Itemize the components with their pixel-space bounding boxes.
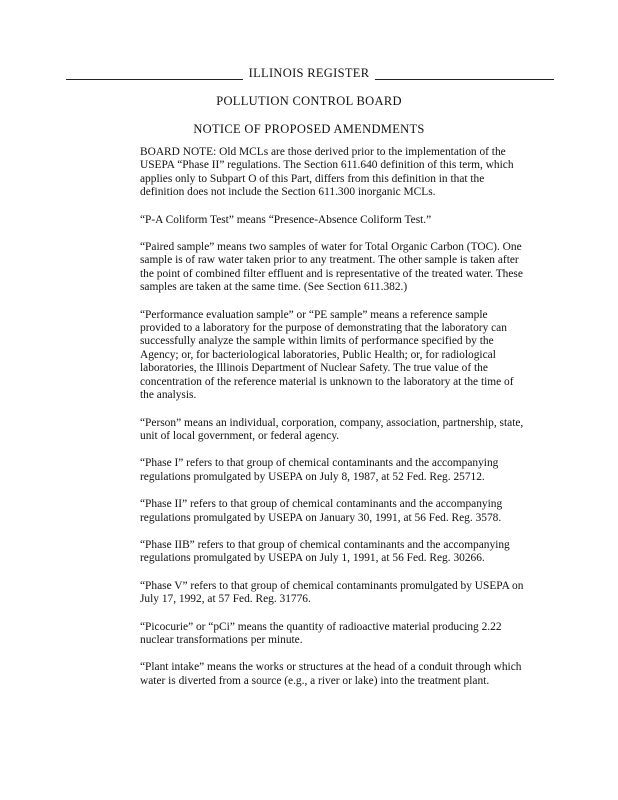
definition-phase-i: “Phase I” refers to that group of chemical contaminants and the accompanying regulations promulgated by USEPA on July 8, 1987, at 52 Fed. Reg. 25712. bbox=[140, 457, 499, 483]
definition-plant-intake: “Plant intake” means the works or structures at the head of a conduit through which water is diverted from a source (e.g., a river or lake) into the treatment plant. bbox=[140, 661, 522, 687]
definition-phase-v: “Phase V” refers to that group of chemical contaminants promulgated by USEPA on July 17, 1992, at 57 Fed. Reg. 31776. bbox=[140, 579, 524, 606]
register-title-text: ILLINOIS REGISTER bbox=[243, 66, 376, 80]
definition-pa-coliform-test: “P-A Coliform Test” means “Presence-Absence Coliform Test.” bbox=[140, 213, 432, 226]
definition-paired-sample: “Paired sample” means two samples of water for Total Organic Carbon (TOC). One sample is of raw water taken prior to any treatment. The other sample is taken after the point of combined filter effluent and is representative of the treated water. These samples are taken at the same time. (See Section 611.382.) bbox=[140, 241, 523, 294]
board-title: POLLUTION CONTROL BOARD bbox=[216, 94, 402, 108]
definition-performance-evaluation-sample: “Performance evaluation sample” or “PE sample” means a reference sample provided to a laboratory for the purpose of demonstrating that the laboratory can successfully analyze the sample within limits of performance specified by the Agency; or, for bacteriological laboratories, Public Health; or, for radiological laboratories, the Illinois Department of Nuclear Safety. The true value of the concentration of the reference material is unknown to the laboratory at the time of the analysis. bbox=[140, 308, 514, 402]
board-note-paragraph: BOARD NOTE: Old MCLs are those derived prior to the implementation of the USEPA “Phase II” regulations. The Section 611.640 definition of this term, which applies only to Subpart O of this Part, differs from this definition in that the definition does not include the Section 611.300 inorganic MCLs. bbox=[140, 146, 514, 199]
definition-picocurie: “Picocurie” or “pCi” means the quantity of radioactive material producing 2.22 nuclear transformations per minute. bbox=[140, 620, 502, 646]
notice-title: NOTICE OF PROPOSED AMENDMENTS bbox=[193, 122, 425, 136]
document-body bbox=[140, 146, 528, 702]
definition-phase-ii: “Phase II” refers to that group of chemical contaminants and the accompanying regulations promulgated by USEPA on January 30, 1991, at 56 Fed. Reg. 3578. bbox=[140, 498, 503, 524]
register-title bbox=[0, 66, 618, 81]
definition-phase-iib: “Phase IIB” refers to that group of chemical contaminants and the accompanying regulations promulgated by USEPA on July 1, 1991, at 56 Fed. Reg. 30266. bbox=[140, 538, 510, 565]
definition-person: “Person” means an individual, corporation, company, association, partnership, state, unit of local government, or federal agency. bbox=[140, 416, 524, 442]
